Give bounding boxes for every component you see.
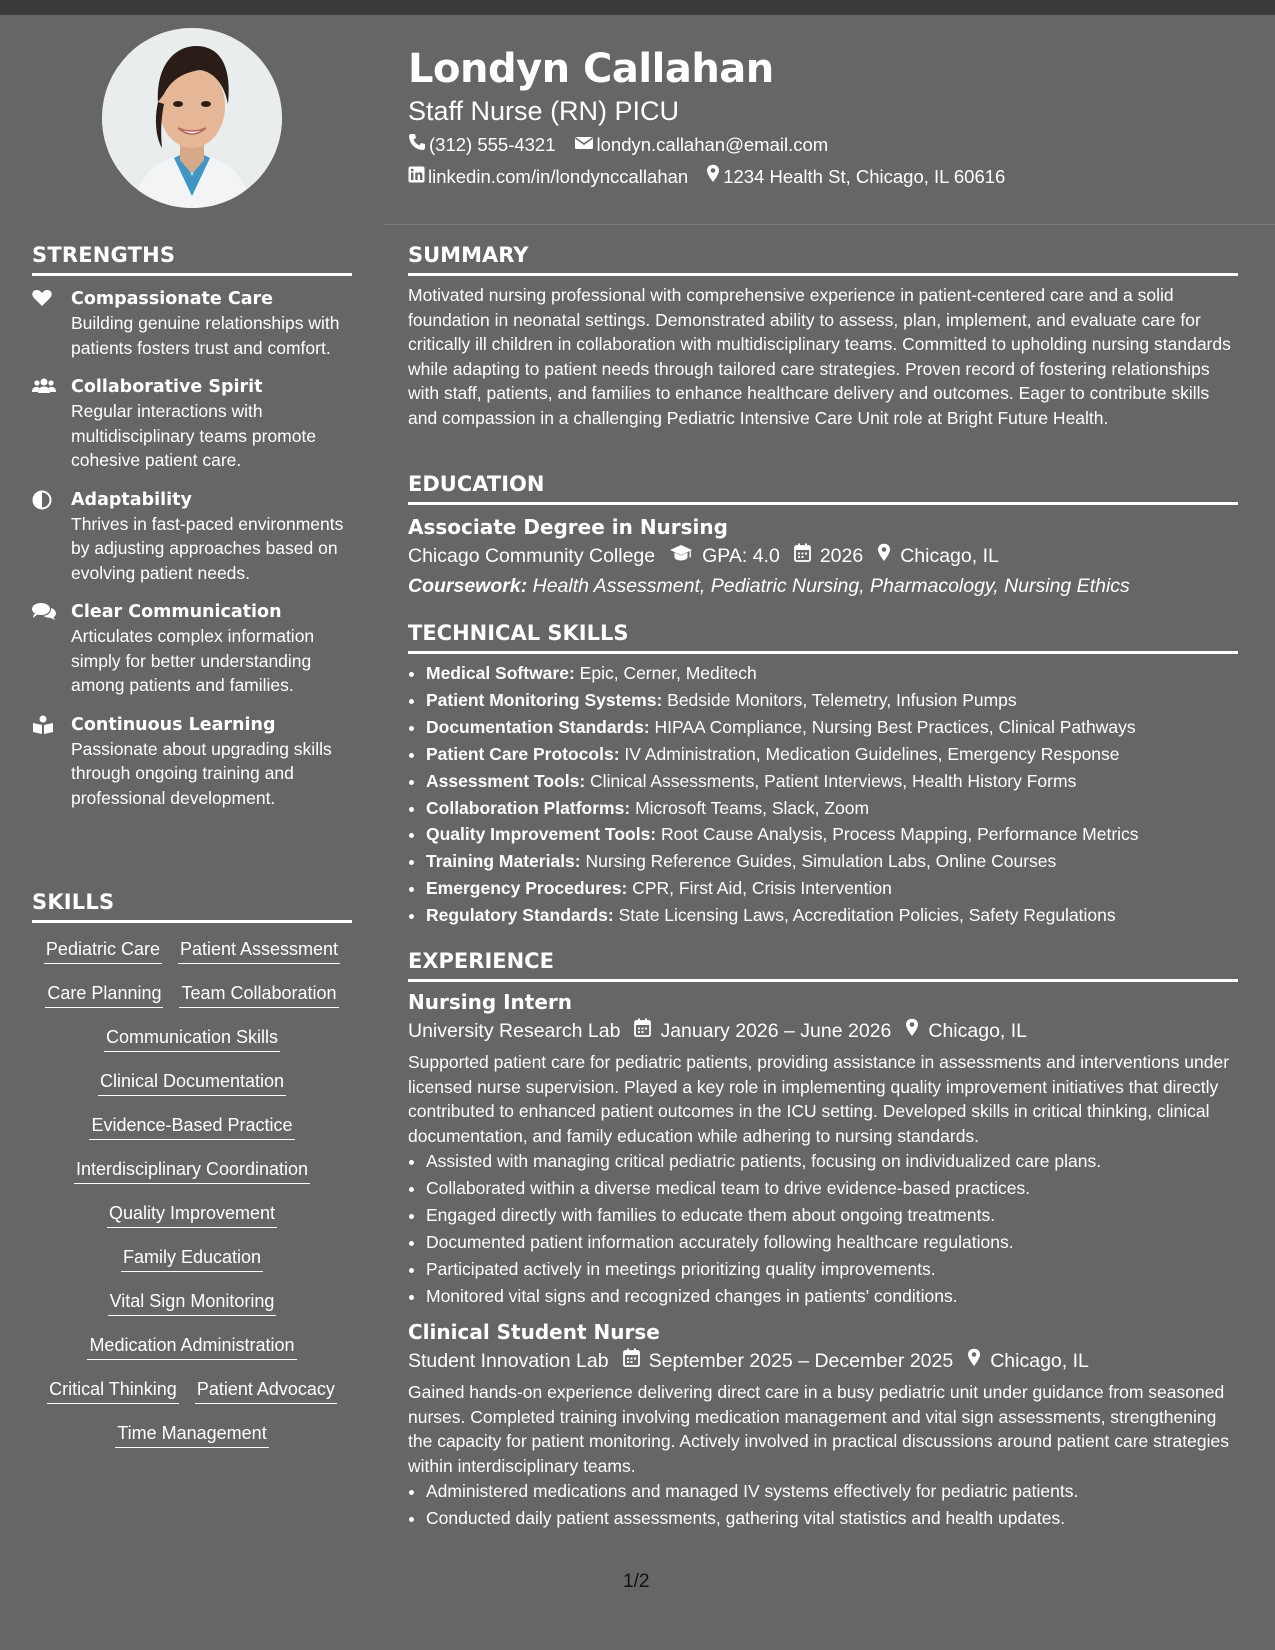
coursework-text: Health Assessment, Pediatric Nursing, Pharmacology, Nursing Ethics <box>532 575 1130 597</box>
strength-title: Compassionate Care <box>71 289 274 309</box>
technical-skill-item: • Patient Monitoring Systems: Bedside Monitors, Telemetry, Infusion Pumps <box>426 687 1238 714</box>
education-location: Chicago, IL <box>877 541 999 571</box>
job-bullet: • Engaged directly with families to educate them about ongoing treatments. <box>426 1202 1238 1229</box>
email-contact[interactable] <box>574 133 829 157</box>
job-bullet: • Assisted with managing critical pediatric patients, focusing on individualized care plans. <box>426 1148 1238 1175</box>
heart-icon <box>32 289 54 309</box>
linkedin-contact[interactable] <box>408 165 688 189</box>
phone-text: (312) 555-4321 <box>429 134 556 155</box>
technical-skills-heading: TECHNICAL SKILLS <box>408 621 1238 654</box>
book-reader-icon <box>32 715 54 735</box>
map-marker-icon <box>905 1016 928 1046</box>
technical-skill-item: • Assessment Tools: Clinical Assessments, Patient Interviews, Health History Forms <box>426 768 1238 795</box>
technical-skills-section <box>408 621 1238 929</box>
calendar-icon <box>634 1016 660 1046</box>
technical-skills-list <box>408 660 1238 929</box>
profile-photo <box>102 28 282 208</box>
strength-title: Continuous Learning <box>71 714 276 735</box>
address-contact <box>706 164 1005 189</box>
contact-row-1 <box>408 133 846 157</box>
job-bullet: • Collaborated within a diverse medical team to drive evidence-based practices. <box>426 1175 1238 1202</box>
job-bullet: • Conducted daily patient assessments, gathering vital statistics and health updates. <box>426 1505 1238 1532</box>
map-marker-icon <box>877 541 900 571</box>
job-bullet: • Administered medications and managed IV systems effectively for pediatric patients. <box>426 1478 1238 1505</box>
address-text: 1234 Health St, Chicago, IL 60616 <box>723 165 1006 187</box>
job-bullet: • Monitored vital signs and recognized changes in patients' conditions. <box>426 1283 1238 1310</box>
job-location: Chicago, IL <box>905 1016 1027 1046</box>
job-title: Nursing Intern <box>408 990 573 1014</box>
education-section <box>408 472 1238 601</box>
job-dates: January 2026 – June 2026 <box>634 1016 891 1046</box>
skill-tag: Quality Improvement <box>107 1201 277 1228</box>
technical-skill-item: • Regulatory Standards: State Licensing Laws, Accreditation Policies, Safety Regulations <box>426 902 1238 929</box>
contact-row-2 <box>408 164 1023 189</box>
technical-skill-item: • Training Materials: Nursing Reference Guides, Simulation Labs, Online Courses <box>426 848 1238 875</box>
job-meta <box>408 1016 1238 1046</box>
skill-tag: Patient Assessment <box>178 937 340 964</box>
education-heading: EDUCATION <box>408 472 1238 505</box>
job-location: Chicago, IL <box>967 1346 1089 1376</box>
strength-item <box>32 375 352 473</box>
skill-tag: Vital Sign Monitoring <box>108 1289 277 1316</box>
job-bullet: • Documented patient information accurately following healthcare regulations. <box>426 1229 1238 1256</box>
technical-skill-item: • Medical Software: Epic, Cerner, Meditech <box>426 660 1238 687</box>
linkedin-icon <box>408 165 428 189</box>
job-org: Student Innovation Lab <box>408 1350 609 1373</box>
skill-tag: Critical Thinking <box>47 1377 179 1404</box>
coursework <box>408 571 1238 601</box>
skill-tag: Family Education <box>121 1245 263 1272</box>
strength-desc: Building genuine relationships with patients fosters trust and comfort. <box>71 313 340 358</box>
experience-heading: EXPERIENCE <box>408 949 1238 982</box>
job-bullets <box>408 1478 1238 1532</box>
strength-title: Adaptability <box>71 489 192 510</box>
page-number: 1/2 <box>623 1571 650 1592</box>
summary-text: Motivated nursing professional with comprehensive experience in patient-centered care and a solid foundation in neonatal settings. Demonstrated ability to assess, plan, implement, and evaluate care for critically ill children in collaboration with multidisciplinary teams. Committed to upholding nursing standards while adapting to patient needs through tailored care strategies. Proven record of fostering relationships with staff, patients, and families to enhance healthcare delivery and outcomes. Eager to contribute skills and compassion in a challenging Pediatric Intensive Care Unit role at Bright Future Health. <box>408 285 1231 428</box>
job-title: Clinical Student Nurse <box>408 1320 660 1345</box>
job-org: University Research Lab <box>408 1020 621 1042</box>
job-description: Supported patient care for pediatric patients, providing assistance in assessments and interventions under licensed nurse supervision. Played a key role in implementing quality improvement initiatives that directly contributed to enhanced patient outcomes in the ICU setting. Developed skills in critical thinking, clinical documentation, and family education while adhering to nursing standards. <box>408 1052 1230 1146</box>
job-entry <box>408 988 1238 1309</box>
gpa: GPA: 4.0 <box>669 541 780 571</box>
strength-desc: Passionate about upgrading skills through ongoing training and professional development. <box>71 738 332 808</box>
job-bullet: • Participated actively in meetings prioritizing quality improvements. <box>426 1256 1238 1283</box>
users-icon <box>32 377 54 397</box>
phone-icon <box>408 133 429 157</box>
skills-heading: SKILLS <box>32 890 352 923</box>
envelope-icon <box>574 133 597 157</box>
calendar-icon <box>623 1346 649 1376</box>
skill-tag: Care Planning <box>45 981 163 1008</box>
coursework-label: Coursework: <box>408 575 528 597</box>
job-meta <box>408 1346 1238 1376</box>
skill-tag: Clinical Documentation <box>98 1069 286 1096</box>
candidate-title: Staff Nurse (RN) PICU <box>408 96 680 126</box>
comments-icon <box>32 602 54 622</box>
degree-title: Associate Degree in Nursing <box>408 515 728 539</box>
skill-tag: Interdisciplinary Coordination <box>74 1157 310 1184</box>
job-description: Gained hands-on experience delivering direct care in a busy pediatric unit under guidance from seasoned nurses. Completed training involving medication management and vital sign assessments, strengthening the capacity for patient monitoring. Actively involved in practical discussions around patient care strategies within interdisciplinary teams. <box>408 1382 1229 1476</box>
strength-item <box>32 713 352 811</box>
strength-item <box>32 287 352 360</box>
strength-desc: Regular interactions with multidisciplinary teams promote cohesive patient care. <box>71 401 317 470</box>
linkedin-text[interactable]: linkedin.com/in/londynccallahan <box>428 165 689 187</box>
experience-section <box>408 949 1238 1532</box>
skill-tags <box>32 937 352 1448</box>
skill-tag: Team Collaboration <box>179 981 338 1008</box>
school-name: Chicago Community College <box>408 545 656 567</box>
half-circle-icon <box>32 490 54 510</box>
strength-item <box>32 600 352 698</box>
technical-skill-item: • Emergency Procedures: CPR, First Aid, Crisis Intervention <box>426 875 1238 902</box>
technical-skill-item: • Collaboration Platforms: Microsoft Teams, Slack, Zoom <box>426 795 1238 822</box>
skill-tag: Time Management <box>115 1421 268 1448</box>
skill-tag: Evidence-Based Practice <box>89 1113 294 1140</box>
header-divider <box>383 224 1275 225</box>
education-meta <box>408 541 1238 571</box>
strength-desc: Thrives in fast-paced environments by adjusting approaches based on evolving patient needs. <box>71 513 344 583</box>
job-dates: September 2025 – December 2025 <box>623 1346 954 1376</box>
graduation-cap-icon <box>669 541 702 571</box>
phone-contact <box>408 133 556 157</box>
candidate-name: Londyn Callahan <box>408 46 774 92</box>
job-bullets <box>408 1148 1238 1309</box>
technical-skill-item: • Quality Improvement Tools: Root Cause Analysis, Process Mapping, Performance Metrics <box>426 821 1238 848</box>
strengths-list <box>32 287 352 825</box>
summary-heading: SUMMARY <box>408 243 1238 276</box>
skill-tag: Communication Skills <box>104 1025 280 1052</box>
strengths-heading: STRENGTHS <box>32 243 352 276</box>
technical-skill-item: • Patient Care Protocols: IV Administration, Medication Guidelines, Emergency Response <box>426 741 1238 768</box>
skill-tag: Pediatric Care <box>44 937 162 964</box>
strength-desc: Articulates complex information simply for better understanding among patients and families. <box>71 626 315 695</box>
email-text[interactable]: londyn.callahan@email.com <box>596 134 829 155</box>
strength-title: Collaborative Spirit <box>71 377 263 397</box>
strength-item <box>32 488 352 586</box>
top-bar <box>0 0 1275 15</box>
graduation-year: 2026 <box>794 541 863 571</box>
skill-tag: Medication Administration <box>87 1333 296 1360</box>
strength-title: Clear Communication <box>71 602 282 622</box>
technical-skill-item: • Documentation Standards: HIPAA Compliance, Nursing Best Practices, Clinical Pathways <box>426 714 1238 741</box>
summary-section <box>408 243 1238 430</box>
calendar-icon <box>794 541 820 571</box>
job-entry <box>408 1318 1238 1532</box>
map-marker-icon <box>706 164 723 189</box>
map-marker-icon <box>967 1346 990 1376</box>
skill-tag: Patient Advocacy <box>195 1377 337 1404</box>
